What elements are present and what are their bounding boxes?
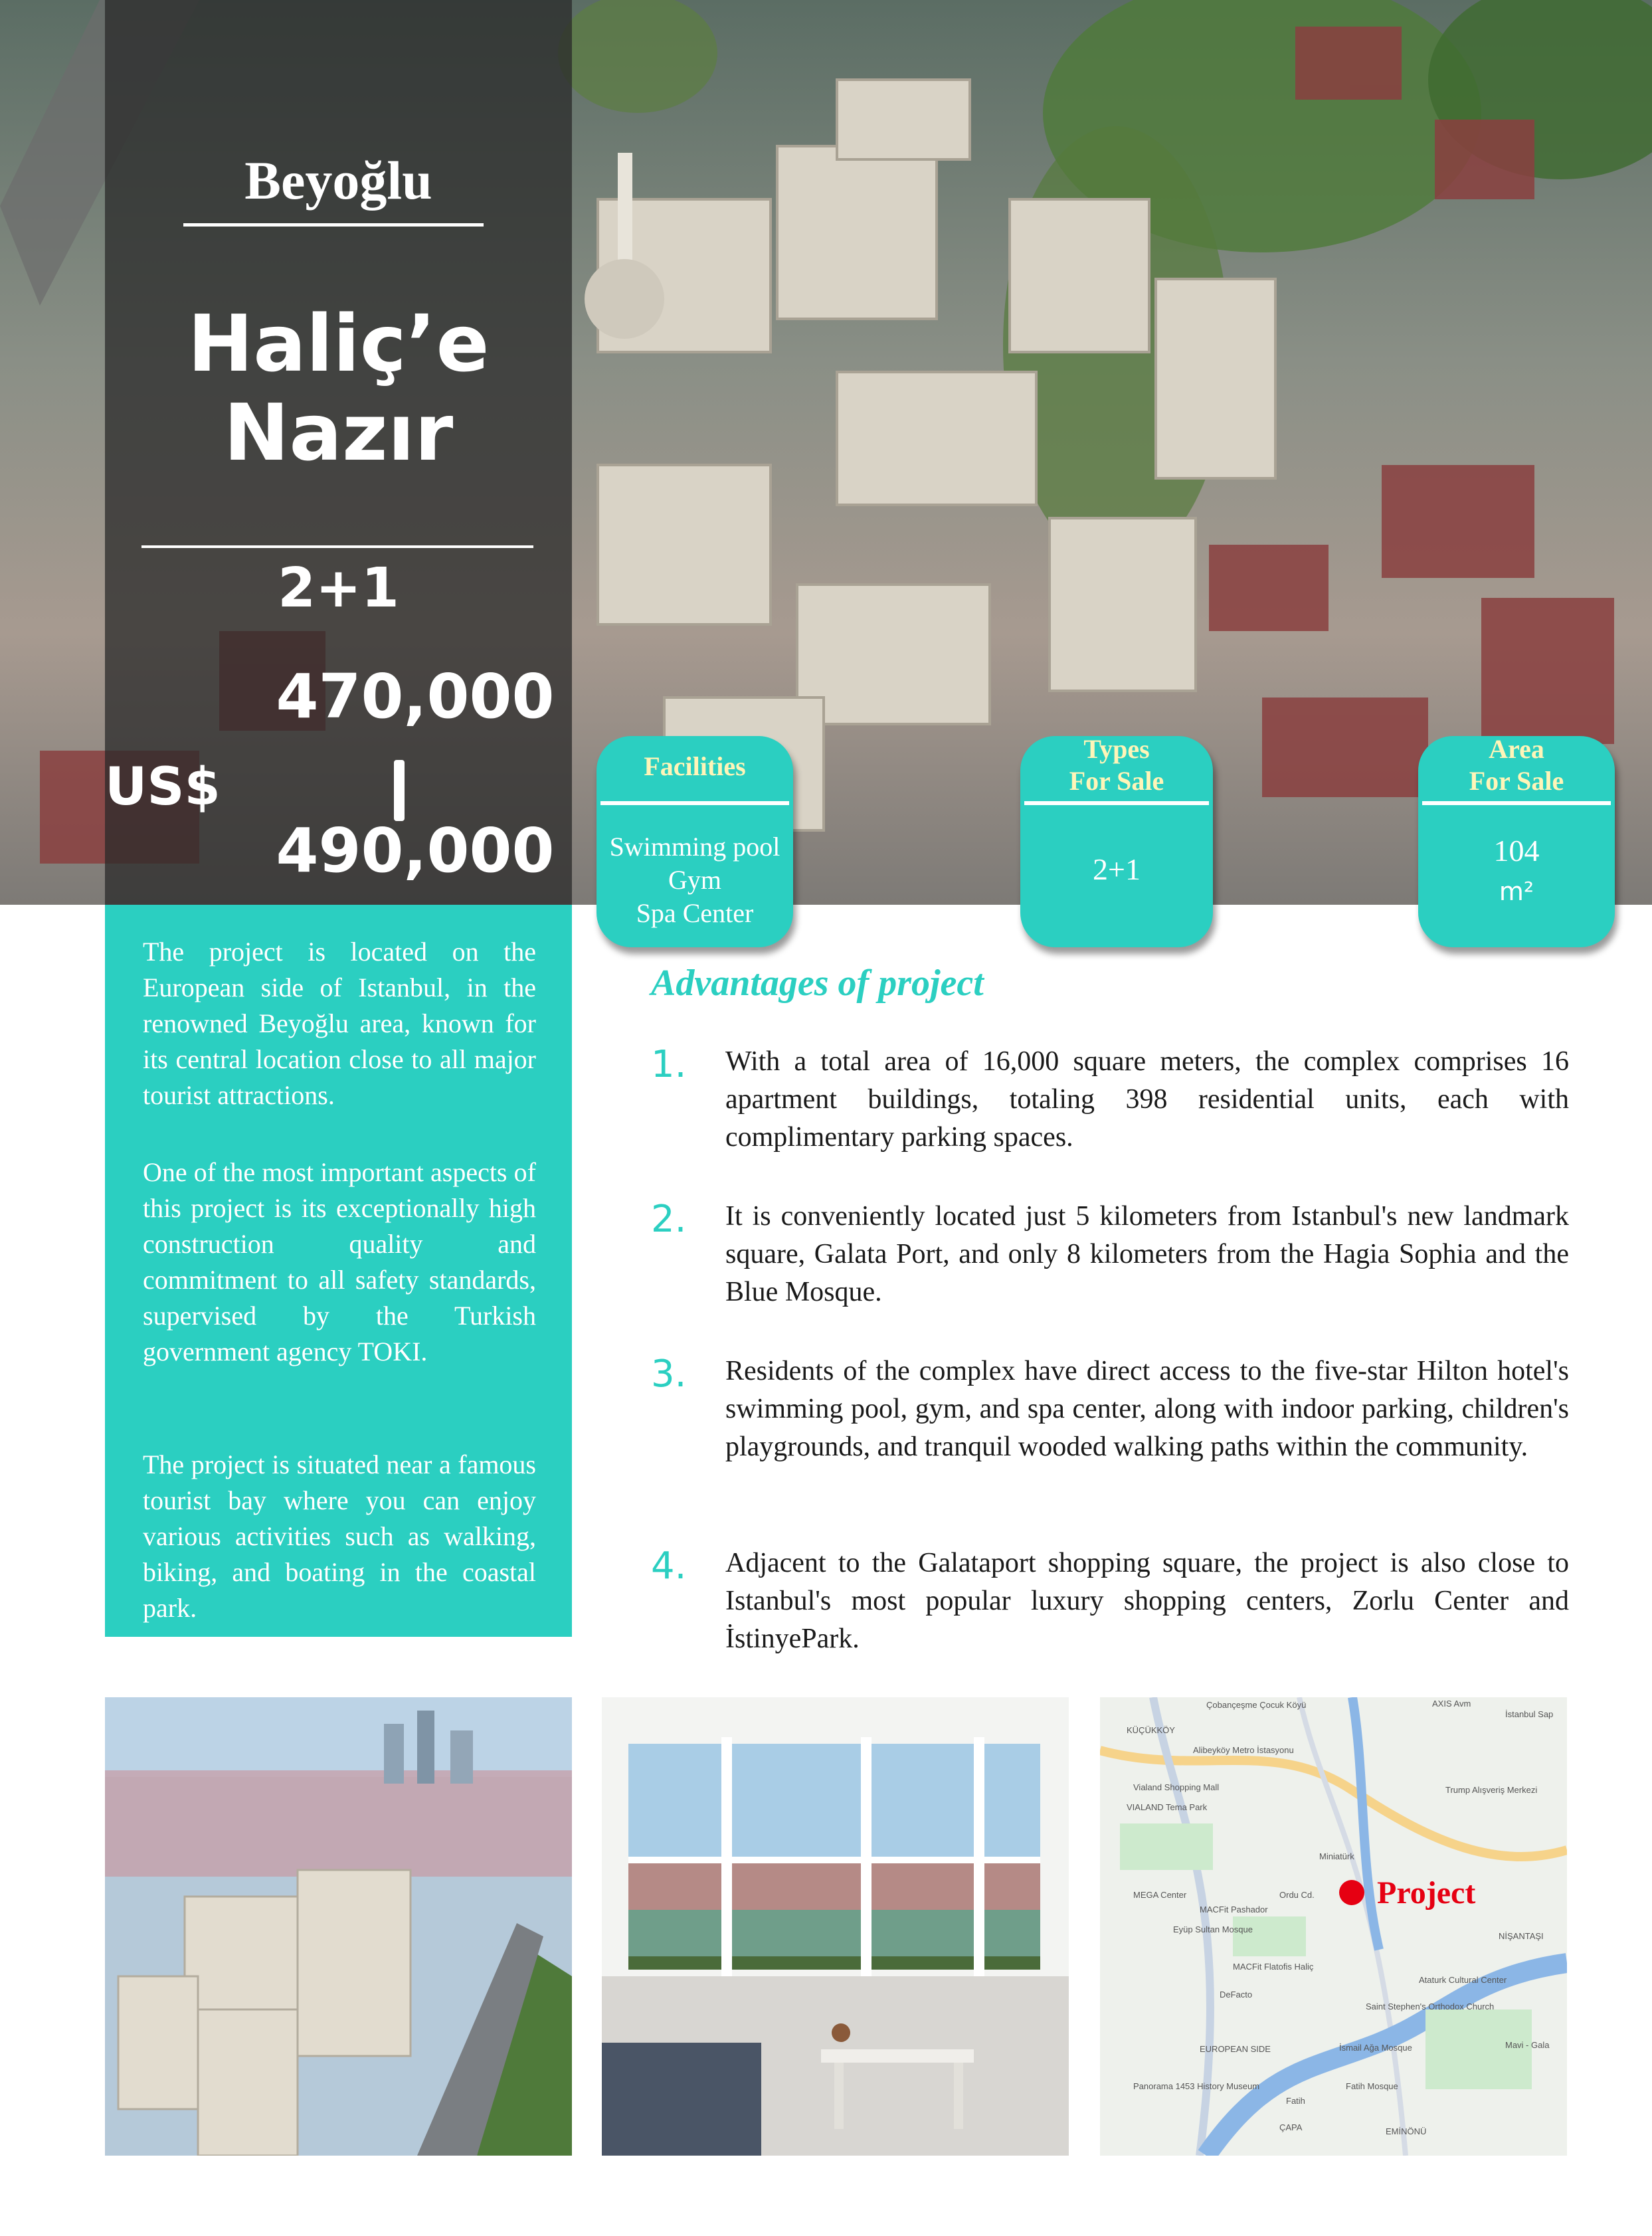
card-divider: [600, 801, 789, 805]
description-paragraph: The project is situated near a famous tourist bay where you can enjoy various activities such as walking, biking, and boating in the coastal park.: [143, 1449, 536, 1623]
advantage-text: It is conveniently located just 5 kilometers from Istanbul's new landmark square, Galata Port, and only 8 kilometers from the Hagia Sophia and the Blue Mosque.: [725, 1201, 1569, 1307]
unit-type: 2+1: [278, 557, 399, 620]
types-card-head-line2: For Sale: [1069, 766, 1164, 796]
area-unit: m²: [1499, 877, 1534, 906]
map-label: Fatih Mosque: [1346, 2081, 1398, 2091]
types-card-head: [1020, 733, 1213, 797]
map-label: MACFit Flatofis Haliç: [1233, 1962, 1314, 1972]
area-card-head-line2: For Sale: [1469, 766, 1564, 796]
card-divider: [1024, 801, 1209, 805]
facility-item: Gym: [668, 865, 721, 895]
area-card: [1418, 736, 1615, 947]
map-label: Vialand Shopping Mall: [1133, 1782, 1220, 1792]
map-label: VIALAND Tema Park: [1127, 1802, 1208, 1812]
project-location-label: Project: [1377, 1875, 1476, 1910]
facility-item: Swimming pool: [609, 832, 780, 862]
price-to: 490,000: [276, 815, 555, 886]
location-map[interactable]: [1100, 1697, 1567, 2156]
advantages-title: Advantages of project: [651, 963, 984, 1004]
advantage-number: 4.: [651, 1544, 687, 1588]
map-label: Ordu Cd.: [1279, 1890, 1315, 1900]
area-value: 104: [1493, 834, 1540, 868]
area-card-head-line1: Area: [1489, 734, 1544, 764]
map-label: AXIS Avm: [1432, 1699, 1471, 1709]
types-value: 2+1: [1093, 852, 1141, 886]
map-label: ÇAPA: [1279, 2122, 1303, 2132]
facility-item: Spa Center: [636, 898, 754, 928]
map-label: Ataturk Cultural Center: [1419, 1975, 1507, 1985]
price-separator: [394, 760, 405, 821]
map-label: Eyüp Sultan Mosque: [1173, 1924, 1253, 1934]
map-label: EMİNÖNÜ: [1386, 2126, 1427, 2136]
map-label: EUROPEAN SIDE: [1200, 2044, 1271, 2054]
map-label: İstanbul Sap: [1505, 1709, 1554, 1719]
currency-label: US$: [105, 757, 221, 817]
hero-aerial-photo: [0, 0, 1652, 905]
types-card-head-line1: Types: [1083, 734, 1150, 764]
map-label: İsmail Ağa Mosque: [1339, 2043, 1412, 2053]
project-description-box: [105, 905, 572, 1637]
interior-view-photo: [602, 1697, 1069, 2156]
map-label: Trump Alışveriş Merkezi: [1445, 1785, 1538, 1795]
map-label: Mavi - Gala: [1505, 2040, 1550, 2050]
map-label: Çobançeşme Çocuk Köyü: [1206, 1700, 1307, 1710]
types-card: [1020, 736, 1213, 947]
facilities-list: [597, 830, 793, 930]
district-name: Beyoğlu: [244, 150, 432, 211]
map-label: Fatih: [1286, 2096, 1305, 2106]
advantage-number: 2.: [651, 1198, 687, 1241]
facilities-card: [597, 736, 793, 947]
advantage-number: 3.: [651, 1352, 687, 1396]
advantage-text: With a total area of 16,000 square meters, the complex comprises 16 apartment buildings, totaling 398 residential units, each with complimentary parking spaces.: [725, 1046, 1569, 1153]
complex-street-photo: [105, 1697, 572, 2156]
map-label: Saint Stephen's Orthodox Church: [1366, 2002, 1495, 2011]
description-paragraph: One of the most important aspects of this project is its exceptionally high construction quality and commitment to all safety standards, supervised by the Turkish government agency TOKI.: [143, 1157, 536, 1366]
project-title: [105, 299, 572, 477]
divider: [183, 223, 484, 227]
advantage-number: 1.: [651, 1043, 687, 1086]
divider: [141, 545, 533, 548]
advantage-text: Residents of the complex have direct access to the five-star Hilton hotel's swimming pool, gym, and spa center, along with indoor parking, children's playgrounds, and tranquil wooded walking paths within the community.: [725, 1356, 1569, 1462]
project-title-line2: Nazır: [223, 387, 454, 478]
card-divider: [1422, 801, 1611, 805]
map-label: KÜÇÜKKÖY: [1127, 1725, 1175, 1735]
map-label: Alibeyköy Metro İstasyonu: [1193, 1745, 1294, 1755]
map-label: Panorama 1453 History Museum: [1133, 2081, 1260, 2091]
advantage-text: Adjacent to the Galataport shopping square, the project is also close to Istanbul's most popular luxury shopping centers, Zorlu Center and İstinyePark.: [725, 1548, 1569, 1654]
map-label: MACFit Pashador: [1200, 1905, 1268, 1914]
map-label: MEGA Center: [1133, 1890, 1187, 1900]
map-label: DeFacto: [1220, 1990, 1253, 2000]
price-from: 470,000: [276, 661, 555, 732]
project-location-marker[interactable]: [1339, 1880, 1364, 1905]
area-card-head: [1418, 733, 1615, 797]
map-label: NİŞANTAŞI: [1499, 1931, 1544, 1941]
map-label: Miniatürk: [1319, 1851, 1354, 1861]
project-title-line1: Haliç’e: [187, 298, 490, 389]
description-paragraph: The project is located on the European side of Istanbul, in the renowned Beyoğlu area, known for its central location close to all major tourist attractions.: [143, 937, 536, 1110]
facilities-card-head: Facilities: [644, 751, 746, 781]
